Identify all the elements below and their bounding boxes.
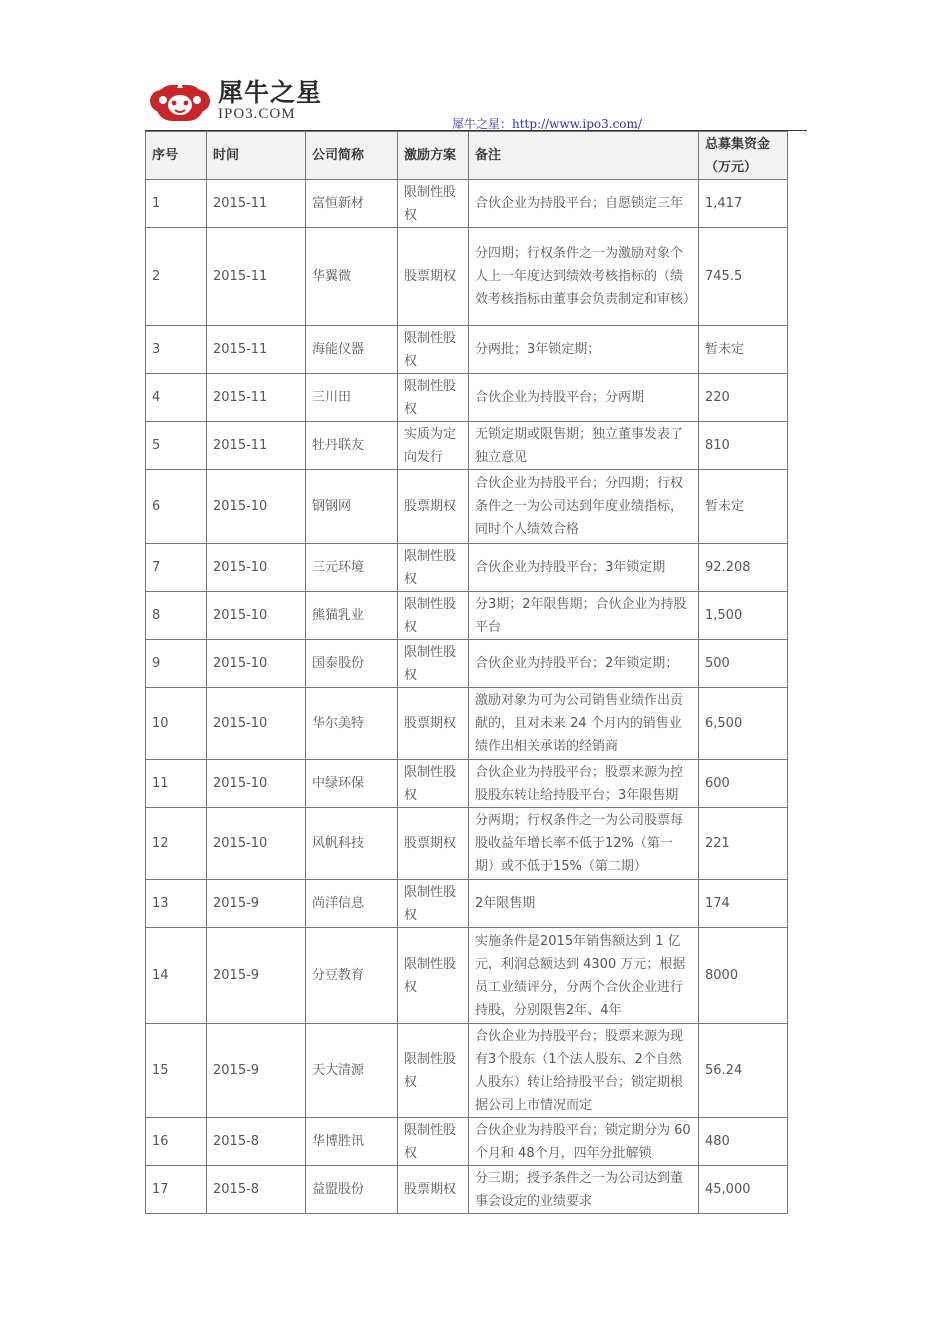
table-row [146,1118,788,1166]
cell-date: 2015-8 [207,1166,306,1214]
cell-plan: 限制性股权 [398,592,469,640]
cell-date: 2015-9 [207,928,306,1024]
cell-amount: 56.24 [699,1024,788,1118]
cell-no: 7 [146,544,207,592]
table-header-row [146,132,788,180]
cell-amount: 6,500 [699,688,788,760]
cell-company: 华尔美特 [306,688,398,760]
cell-plan: 股票期权 [398,228,469,326]
cell-plan: 股票期权 [398,470,469,544]
rhino-logo-icon [148,79,212,123]
cell-no: 3 [146,326,207,374]
cell-date: 2015-8 [207,1118,306,1166]
cell-note: 合伙企业为持股平台；分四期；行权条件之一为公司达到年度业绩指标，同时个人绩效合格 [469,470,699,544]
cell-amount: 174 [699,880,788,928]
cell-note: 合伙企业为持股平台；2年锁定期； [469,640,699,688]
cell-company: 海能仪器 [306,326,398,374]
cell-no: 6 [146,470,207,544]
cell-note: 合伙企业为持股平台；股票来源为控股股东转让给持股平台；3年限售期 [469,760,699,808]
cell-company: 尚洋信息 [306,880,398,928]
table-row [146,180,788,228]
cell-date: 2015-9 [207,1024,306,1118]
cell-note: 合伙企业为持股平台；股票来源为现有3个股东（1个法人股东、2个自然人股东）转让给持股平台；锁定期根据公司上市情况而定 [469,1024,699,1118]
table-row [146,422,788,470]
table-row [146,880,788,928]
site-logo[interactable] [148,78,322,124]
cell-plan: 限制性股权 [398,374,469,422]
cell-company: 天大清源 [306,1024,398,1118]
cell-company: 钢钢网 [306,470,398,544]
cell-amount: 暂未定 [699,470,788,544]
cell-date: 2015-10 [207,544,306,592]
table-row [146,1024,788,1118]
cell-date: 2015-10 [207,688,306,760]
cell-note: 分3期；2年限售期；合伙企业为持股平台 [469,592,699,640]
cell-company: 富恒新材 [306,180,398,228]
cell-amount: 45,000 [699,1166,788,1214]
cell-date: 2015-11 [207,180,306,228]
cell-amount: 8000 [699,928,788,1024]
col-header-amount: 总募集资金（万元） [699,132,788,180]
cell-note: 合伙企业为持股平台；分两期 [469,374,699,422]
table-row [146,640,788,688]
cell-amount: 92.208 [699,544,788,592]
cell-company: 牡丹联友 [306,422,398,470]
cell-no: 2 [146,228,207,326]
cell-date: 2015-10 [207,592,306,640]
cell-no: 12 [146,808,207,880]
cell-plan: 限制性股权 [398,1024,469,1118]
cell-company: 三元环境 [306,544,398,592]
col-header-company: 公司简称 [306,132,398,180]
cell-plan: 限制性股权 [398,326,469,374]
cell-no: 14 [146,928,207,1024]
cell-plan: 限制性股权 [398,928,469,1024]
cell-note: 合伙企业为持股平台；3年锁定期 [469,544,699,592]
cell-plan: 股票期权 [398,808,469,880]
cell-amount: 500 [699,640,788,688]
cell-plan: 限制性股权 [398,880,469,928]
cell-date: 2015-11 [207,228,306,326]
cell-company: 华翼微 [306,228,398,326]
cell-no: 9 [146,640,207,688]
cell-date: 2015-10 [207,808,306,880]
cell-plan: 限制性股权 [398,544,469,592]
logo-title-en: IPO3.COM [218,106,296,122]
cell-no: 15 [146,1024,207,1118]
cell-note: 合伙企业为持股平台；自愿锁定三年 [469,180,699,228]
cell-company: 华博胜讯 [306,1118,398,1166]
cell-no: 17 [146,1166,207,1214]
table-row [146,544,788,592]
table-row [146,760,788,808]
cell-no: 10 [146,688,207,760]
table-row [146,228,788,326]
table-row [146,808,788,880]
table-row [146,326,788,374]
cell-company: 中绿环保 [306,760,398,808]
cell-amount: 810 [699,422,788,470]
cell-no: 13 [146,880,207,928]
cell-amount: 221 [699,808,788,880]
cell-company: 分豆教育 [306,928,398,1024]
cell-amount: 480 [699,1118,788,1166]
cell-plan: 股票期权 [398,688,469,760]
cell-no: 5 [146,422,207,470]
cell-no: 4 [146,374,207,422]
cell-note: 分四期；行权条件之一为激励对象个人上一年度达到绩效考核指标的（绩效考核指标由董事会负责制定和审核） [469,228,699,326]
cell-company: 熊猫乳业 [306,592,398,640]
cell-plan: 限制性股权 [398,640,469,688]
cell-plan: 限制性股权 [398,760,469,808]
cell-date: 2015-9 [207,880,306,928]
col-header-plan: 激励方案 [398,132,469,180]
cell-company: 风帆科技 [306,808,398,880]
cell-plan: 股票期权 [398,1166,469,1214]
cell-note: 2年限售期 [469,880,699,928]
cell-plan: 实质为定向发行 [398,422,469,470]
cell-amount: 1,417 [699,180,788,228]
cell-plan: 限制性股权 [398,180,469,228]
logo-title-cn: 犀牛之星 [218,78,323,107]
cell-note: 合伙企业为持股平台；锁定期分为 60 个月和 48个月，四年分批解锁 [469,1118,699,1166]
equity-incentive-table [145,131,788,1214]
cell-note: 激励对象为可为公司销售业绩作出贡献的，且对未来 24 个月内的销售业绩作出相关承诺的经销商 [469,688,699,760]
table-row [146,470,788,544]
cell-note: 分两期；行权条件之一为公司股票每股收益年增长率不低于12%（第一期）或不低于15%（第二期） [469,808,699,880]
site-url-link[interactable]: 犀牛之星：http://www.ipo3.com/ [452,117,642,131]
cell-amount: 600 [699,760,788,808]
table-row [146,374,788,422]
cell-amount: 745.5 [699,228,788,326]
cell-date: 2015-10 [207,760,306,808]
cell-date: 2015-10 [207,640,306,688]
cell-note: 分两批；3年锁定期； [469,326,699,374]
cell-no: 16 [146,1118,207,1166]
cell-note: 分三期；授予条件之一为公司达到董事会设定的业绩要求 [469,1166,699,1214]
cell-company: 三川田 [306,374,398,422]
cell-no: 8 [146,592,207,640]
cell-amount: 1,500 [699,592,788,640]
cell-date: 2015-11 [207,422,306,470]
col-header-no: 序号 [146,132,207,180]
table-row [146,592,788,640]
table-row [146,688,788,760]
table-row [146,928,788,1024]
cell-no: 1 [146,180,207,228]
cell-date: 2015-11 [207,374,306,422]
cell-company: 国泰股份 [306,640,398,688]
cell-date: 2015-10 [207,470,306,544]
cell-amount: 暂未定 [699,326,788,374]
table-row [146,1166,788,1214]
cell-company: 益盟股份 [306,1166,398,1214]
cell-no: 11 [146,760,207,808]
col-header-date: 时间 [207,132,306,180]
cell-note: 无锁定期或限售期；独立董事发表了独立意见 [469,422,699,470]
cell-plan: 限制性股权 [398,1118,469,1166]
cell-note: 实施条件是2015年销售额达到 1 亿元，利润总额达到 4300 万元；根据员工业绩评分，分两个合伙企业进行持股，分别限售2年、4年 [469,928,699,1024]
cell-date: 2015-11 [207,326,306,374]
cell-amount: 220 [699,374,788,422]
col-header-note: 备注 [469,132,699,180]
